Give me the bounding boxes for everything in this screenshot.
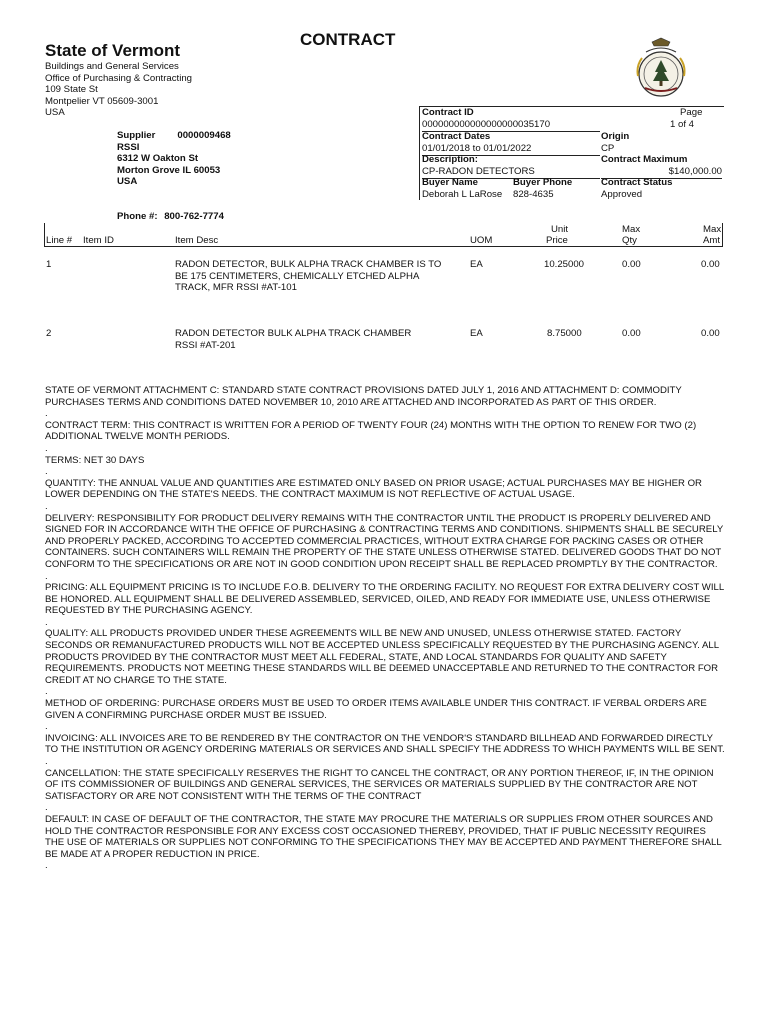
supplier-id: 0000009468 [177,130,231,141]
terms-separator: . [45,466,48,478]
origin-label: Origin [601,131,630,142]
terms-paragraph: TERMS: NET 30 DAYS [45,454,145,466]
contract-dates-value: 01/01/2018 to 01/01/2022 [422,143,600,156]
unit-price: 8.75000 [547,328,582,339]
terms-paragraph: INVOICING: ALL INVOICES ARE TO BE RENDERED BY THE CONTRACTOR ON THE VENDOR'S STANDARD BILLHEAD AND FORWARDED DIRECTLY TO THE INSTITUTION OR AGENCY ORDERING MATERIALS OR SERVICES AND SHALL SPECIFY THE ADDRESS TO WHICH PAYMENTS WILL BE SENT. [45,732,725,756]
max-qty: 0.00 [622,259,641,270]
contract-details-box [419,106,724,200]
phone-value: 800-762-7774 [164,211,224,222]
item-description: RADON DETECTOR BULK ALPHA TRACK CHAMBER RSSI #AT-201 [175,328,412,351]
uom: EA [470,328,483,339]
contract-status-label: Contract Status [601,177,673,188]
address-line: USA [45,107,65,119]
state-seal-icon [632,36,690,100]
col-max-qty-1: Max [622,224,641,235]
contract-id-label: Contract ID [422,107,474,118]
buyer-phone-label: Buyer Phone [513,177,573,188]
terms-separator: . [45,686,48,698]
terms-paragraph: QUALITY: ALL PRODUCTS PROVIDED UNDER THESE AGREEMENTS WILL BE NEW AND UNUSED, UNLESS OTHERWISE STATED. FACTORY SECONDS OR REMANUFACTURED PRODUCTS WILL NOT BE ACCEPTED UNLESS SPECIFICALLY REQUESTED BY THE PURCHASING AGENCY. ALL PRODUCTS PROVIDED BY THE CONTRACTOR MUST MEET ALL FEDERAL, STATE, AND LOCAL STANDARDS FOR QUALITY AND SAFETY REQUIREMENTS. PRODUCTS NOT MEETING THESE STANDARDS WILL BE DEEMED UNACCEPTABLE AND RETURNED TO THE CONTRACTOR FOR CREDIT AT NO CHARGE TO THE STATE. [45,628,719,686]
contract-id-value: 000000000000000000035170 [422,119,600,132]
terms-section [45,385,725,872]
unit-price: 10.25000 [544,259,585,270]
col-line: Line # [46,235,73,246]
terms-paragraph: STATE OF VERMONT ATTACHMENT C: STANDARD STATE CONTRACT PROVISIONS DATED JULY 1, 2016 AND ATTACHMENT D: COMMODITY PURCHASES TERMS AND CONDITIONS DATED NOVEMBER 10, 2010 ARE ATTACHED AND INCORPORATED AS PART OF THIS ORDER. [45,385,682,408]
document-title: CONTRACT [300,30,396,49]
max-amt: 0.00 [701,259,720,270]
address-line: Buildings and General Services [45,61,179,72]
description-value: CP-RADON DETECTORS [422,166,600,179]
address-line: Montpelier VT 05609-3001 [45,95,159,107]
terms-separator: . [45,500,48,512]
uom: EA [470,259,483,270]
contract-dates-label: Contract Dates [422,131,491,142]
contract-maximum-value: $140,000.00 [601,166,722,179]
description-label: Description: [422,154,478,165]
terms-paragraph: METHOD OF ORDERING: PURCHASE ORDERS MUST BE USED TO ORDER ITEMS AVAILABLE UNDER THIS CONTRACT. IF VERBAL ORDERS ARE GIVEN A CONFIRMING PURCHASE ORDER MUST BE ISSUED. [45,698,707,721]
terms-paragraph: DELIVERY: RESPONSIBILITY FOR PRODUCT DELIVERY REMAINS WITH THE CONTRACTOR UNTIL THE PRODUCT IS PROPERLY DELIVERED AND SIGNED FOR IN ACCORDANCE WITH THE OFFICE OF PURCHASING & CONTRACTING TERMS AND CONDITIONS. SHIPMENTS SHALL BE SECURELY AND PROPERLY PACKED, ACCORDING TO ACCEPTED COMMERCIAL PRACTICES, WITHOUT EXTRA CHARGE FOR PACKING CASES OR OTHER CONTAINERS. SUCH CONTAINERS WILL REMAIN THE PROPERTY OF THE STATE UNLESS OTHERWISE STATED. DELIVERED GOODS THAT DO NOT CONFORM TO THE SPECIFICATIONS OR ARE NOT IN GOOD CONDITION UPON RECEIPT SHALL BE REPLACED PROMPTLY BY THE CONTRACTOR. [45,512,724,570]
supplier-name: RSSI [117,141,140,153]
col-uom: UOM [470,235,493,246]
supplier-phone [117,211,224,223]
issuer-address [45,61,192,119]
terms-separator: . [45,860,48,872]
supplier-country: USA [117,176,138,188]
table-header-left-rule [44,223,45,246]
terms-paragraph: PRICING: ALL EQUIPMENT PRICING IS TO INCLUDE F.O.B. DELIVERY TO THE ORDERING FACILITY. NO REQUEST FOR EXTRA DELIVERY COST WILL BE HONORED. ALL EQUIPMENT SHALL BE DELIVERED ASSEMBLED, SERVICED, OILED, AND READY FOR IMMEDIATE USE, UNLESS OTHERWISE REQUESTED BY THE PURCHASING AGENCY. [45,582,724,617]
buyer-name-value: Deborah L LaRose [422,189,503,200]
address-line: Office of Purchasing & Contracting [45,72,193,84]
terms-paragraph: CONTRACT TERM: THIS CONTRACT IS WRITTEN FOR A PERIOD OF TWENTY FOUR (24) MONTHS WITH THE OPTION TO RENEW FOR TWO (2) ADDITIONAL TWELVE MONTH PERIODS. [45,419,697,443]
phone-label: Phone #: [117,211,158,222]
max-qty: 0.00 [622,328,641,339]
page-label: Page [680,107,703,118]
supplier-city: Morton Grove IL 60053 [117,164,221,176]
col-unit-price-1: Unit [550,224,568,235]
col-item-id: Item ID [83,235,114,246]
line-number: 2 [46,328,52,339]
supplier-block [117,130,231,188]
page-value: 1 of 4 [670,119,695,130]
col-max-amt-1: Max [703,224,722,235]
terms-separator: . [45,616,48,628]
item-description: RADON DETECTOR, BULK ALPHA TRACK CHAMBER IS TO BE 175 CENTIMETERS, CHEMICALLY ETCHED ALPHA TRACK, MFR RSSI #AT-101 [175,259,442,294]
table-header-right-rule [722,223,723,246]
terms-separator: . [45,442,48,454]
supplier-street: 6312 W Oakton St [117,153,199,165]
buyer-phone-value: 828-4635 [513,189,554,200]
terms-separator: . [45,756,48,767]
col-unit-price-2: Price [546,235,568,246]
max-amt: 0.00 [701,328,720,339]
terms-paragraph: DEFAULT: IN CASE OF DEFAULT OF THE CONTRACTOR, THE STATE MAY PROCURE THE MATERIALS OR SUPPLIES FROM OTHER SOURCES AND HOLD THE CONTRACTOR RESPONSIBLE FOR ANY EXCESS COST OCCASIONED THEREBY, PROVIDED, THAT IF PUBLIC NECESSITY REQUIRES THE USE OF MATERIALS OR SUPPLIES NOT CONFORMING TO THE SPECIFICATIONS THEY MAY BE ACCEPTED AND PAYMENT THEREFORE SHALL BE MADE AT A PROPER REDUCTION IN PRICE. [45,813,722,860]
col-item-desc: Item Desc [175,235,219,246]
origin-value: CP [601,143,615,154]
col-max-qty-2: Qty [622,235,637,246]
terms-paragraph: CANCELLATION: THE STATE SPECIFICALLY RESERVES THE RIGHT TO CANCEL THE CONTRACT, OR ANY PORTION THEREOF, IF, IN THE OPINION OF ITS COMMISSIONER OF BUILDINGS AND GENERAL SERVICES, THE SERVICES OR MATERIALS SUPPLIED BY THE CONTRACTOR ARE NOT SATISFACTORY OR ARE NOT CONSISTENT WITH THE TERMS OF THE CONTRACT [45,767,714,802]
address-line: 109 State St [45,84,98,96]
buyer-name-label: Buyer Name [422,177,478,188]
line-number: 1 [46,259,52,270]
supplier-label: Supplier [117,130,156,141]
contract-status-value: Approved [601,189,643,200]
terms-separator: . [45,721,48,733]
terms-separator: . [45,802,48,814]
contract-maximum-label: Contract Maximum [601,154,688,165]
terms-paragraph: QUANTITY: THE ANNUAL VALUE AND QUANTITIES ARE ESTIMATED ONLY BASED ON PRIOR USAGE; ACTUAL PURCHASES MAY BE HIGHER OR LOWER DEPENDING ON THE STATE'S NEEDS. THE CONTRACT MAXIMUM IS NOT REFLECTIVE OF ACTUAL USAGE. [45,477,702,501]
col-max-amt-2: Amt [703,235,721,246]
terms-separator: . [45,570,48,582]
issuer-name: State of Vermont [45,41,181,60]
terms-separator: . [45,408,48,420]
